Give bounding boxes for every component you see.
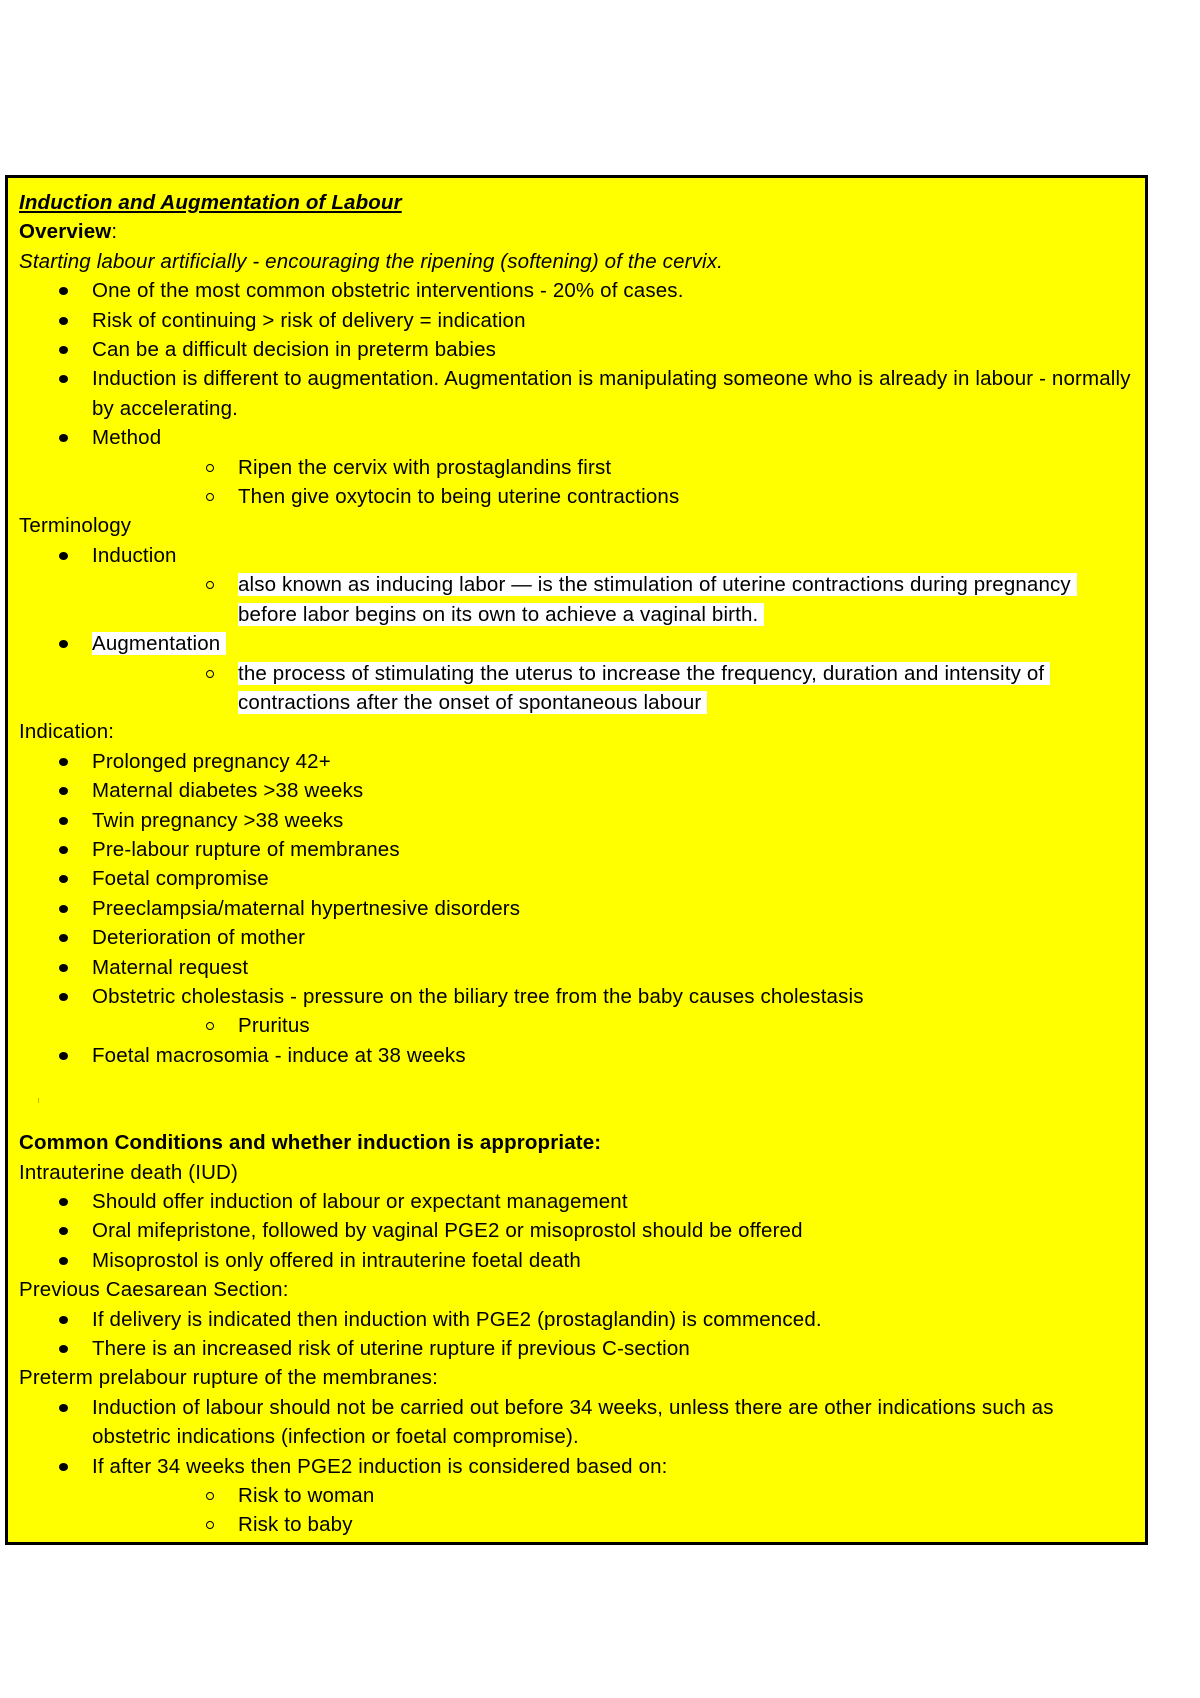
sub-list-item: Then give oxytocin to being uterine contractions [92,482,1133,511]
method-item [19,423,1133,511]
indication-list [19,747,1133,1070]
method-sublist [92,453,1133,512]
augmentation-sublist [92,659,1133,718]
augmentation-definition: the process of stimulating the uterus to increase the frequency, duration and intensity of contractions after the onset of spontaneous labour [238,662,1050,714]
list-item: If delivery is indicated then induction with PGE2 (prostaglandin) is commenced. [19,1305,1133,1334]
list-item: Pre-labour rupture of membranes [19,835,1133,864]
sub-list-item: Risk to baby [92,1510,1133,1539]
induction-label: Induction [92,543,177,567]
overview-list [19,276,1133,511]
method-label: Method [92,426,162,450]
sub-list-item: Pruritus [92,1011,1133,1040]
sub-list-item: Risk to woman [92,1481,1133,1510]
note-box [5,175,1148,1545]
terminology-list [19,541,1133,717]
induction-definition: also known as inducing labor — is the stimulation of uterine contractions during pregnancy before labor begins on its own to achieve a vaginal birth. [238,573,1077,625]
pge2-label: If after 34 weeks then PGE2 induction is considered based on: [92,1454,668,1478]
list-item: Preeclampsia/maternal hypertnesive disorders [19,894,1133,923]
list-item: Maternal request [19,953,1133,982]
list-item: One of the most common obstetric interventions - 20% of cases. [19,276,1133,305]
augmentation-label: Augmentation [92,632,226,655]
list-item: Induction of labour should not be carried out before 34 weeks, unless there are other indications such as obstetric indications (infection or foetal compromise). [19,1393,1133,1452]
cholestasis-sublist [92,1011,1133,1040]
preterm-heading: Preterm prelabour rupture of the membranes: [19,1366,438,1390]
induction-definition-item [92,570,1133,629]
list-item: Can be a difficult decision in preterm babies [19,335,1133,364]
cholestasis-item [19,982,1133,1041]
page-title: Induction and Augmentation of Labour [19,191,402,214]
augmentation-definition-item [92,659,1133,718]
list-item: Should offer induction of labour or expectant management [19,1187,1133,1216]
list-item: Misoprostol is only offered in intrauterine foetal death [19,1246,1133,1275]
cholestasis-label: Obstetric cholestasis - pressure on the biliary tree from the baby causes cholestasis [92,984,864,1008]
indication-heading: Indication: [19,720,115,744]
list-item: Prolonged pregnancy 42+ [19,747,1133,776]
list-item: Oral mifepristone, followed by vaginal PGE2 or misoprostol should be offered [19,1216,1133,1245]
caesarean-heading: Previous Caesarean Section: [19,1278,289,1302]
list-item: Risk of continuing > risk of delivery = indication [19,306,1133,335]
overview-heading: Overview [19,220,112,244]
caesarean-list [19,1305,1133,1364]
list-item: Foetal compromise [19,864,1133,893]
augmentation-item [19,629,1133,717]
preterm-list [19,1393,1133,1540]
list-item: Maternal diabetes >38 weeks [19,776,1133,805]
terminology-heading: Terminology [19,514,132,538]
list-item: Twin pregnancy >38 weeks [19,806,1133,835]
risk-sublist [92,1481,1133,1540]
list-item: Foetal macrosomia - induce at 38 weeks [19,1041,1133,1070]
overview-heading-line [19,217,1133,246]
list-item: There is an increased risk of uterine rupture if previous C-section [19,1334,1133,1363]
section-spacer [19,1070,1133,1128]
iud-list [19,1187,1133,1275]
common-conditions-heading: Common Conditions and whether induction is appropriate: [19,1131,602,1155]
stray-mark [38,1098,39,1103]
induction-sublist [92,570,1133,629]
pge2-item [19,1452,1133,1540]
overview-heading-colon: : [111,220,118,244]
list-item: Induction is different to augmentation. Augmentation is manipulating someone who is already in labour - normally by accelerating. [19,364,1133,423]
iud-heading: Intrauterine death (IUD) [19,1160,238,1184]
induction-item [19,541,1133,629]
overview-intro: Starting labour artificially - encouraging the ripening (softening) of the cervix. [19,249,723,273]
sub-list-item: Ripen the cervix with prostaglandins first [92,453,1133,482]
list-item: Deterioration of mother [19,923,1133,952]
